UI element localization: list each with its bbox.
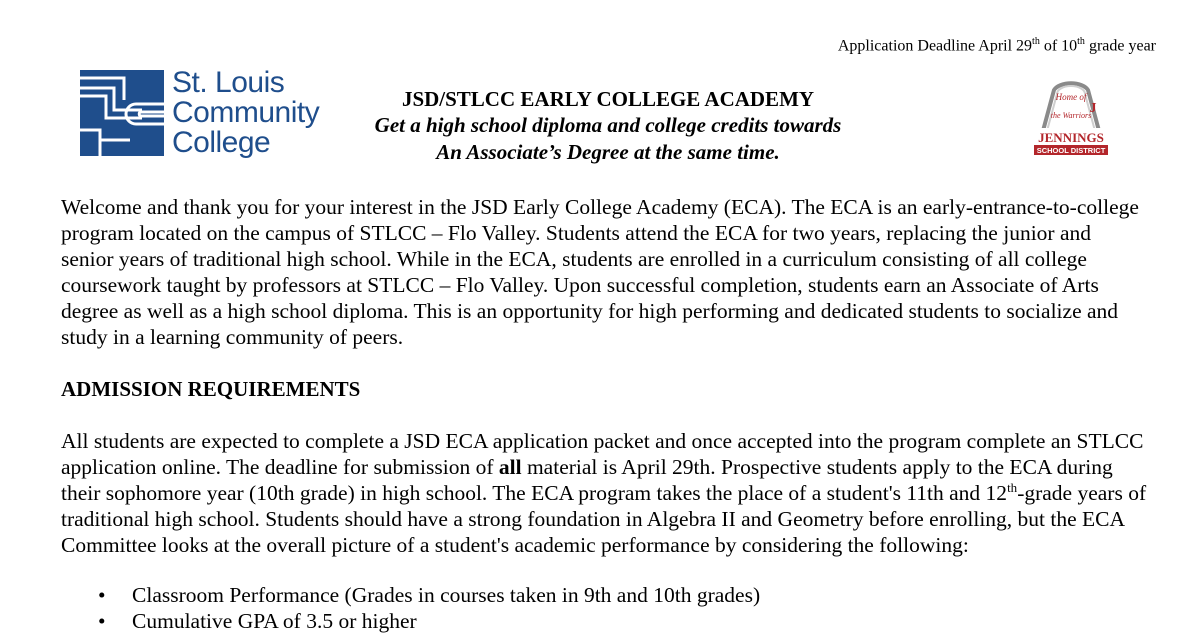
admission-heading: ADMISSION REQUIREMENTS: [61, 377, 361, 401]
jsd-logo-top-text: Home of: [1055, 92, 1087, 102]
list-item: • Cumulative GPA of 3.5 or higher: [98, 609, 417, 633]
jsd-logo-name: JENNINGS: [1038, 130, 1104, 145]
jsd-logo-letter: J: [1089, 101, 1097, 116]
jsd-logo-district: SCHOOL DISTRICT: [1036, 146, 1106, 155]
stlcc-line-1: St. Louis: [172, 66, 285, 99]
page-subtitle-line-1: Get a high school diploma and college credits towards: [374, 113, 842, 137]
jennings-school-district-logo: [1030, 80, 1112, 158]
bullet-icon: •: [98, 609, 106, 633]
page-subtitle-line-2: An Associate’s Degree at the same time.: [436, 140, 780, 164]
stlcc-logo-mark-icon: [80, 70, 164, 156]
stlcc-line-3: College: [172, 126, 271, 159]
stlcc-line-2: Community: [172, 96, 320, 129]
stlcc-wordmark: [172, 68, 319, 158]
emphasis-all: all: [498, 455, 522, 479]
intro-paragraph: [61, 194, 1146, 350]
list-item: • Classroom Performance (Grades in courses taken in 9th and 10th grades): [98, 583, 761, 607]
requirements-list: [61, 582, 1061, 634]
page-title: JSD/STLCC EARLY COLLEGE ACADEMY: [401, 87, 815, 111]
admission-paragraph: All students are expected to complete a JSD ECA application packet and once accepted into the program complete an STLCC application online. The deadline for submission of all material is April 29th. Prospective students apply to the ECA during their sophomore year (10th grade) in high school. The ECA program takes the place of a student's 11th and 12th-grade years of traditional high school. Students should have a strong foundation in Algebra II and Geometry before enrolling, but the ECA Committee looks at the overall picture of a student's academic performance by considering the following:: [61, 429, 1147, 557]
page-header: [300, 86, 916, 166]
bullet-icon: •: [98, 583, 106, 607]
jsd-logo-mid-text: the Warriors: [1050, 111, 1092, 120]
intro-text: Welcome and thank you for your interest in the JSD Early College Academy (ECA). The ECA is an early-entrance-to-college program located on the campus of STLCC – Flo Valley. Students attend the ECA for two years, replacing the junior and senior years of traditional high school. While in the ECA, students are enrolled in a curriculum consisting of all college coursework taught by professors at STLCC – Flo Valley. Upon successful completion, students earn an Associate of Arts degree as well as a high school diploma. This is an opportunity for high performing and dedicated students to socialize and study in a learning community of peers.: [61, 195, 1139, 349]
application-deadline: Application Deadline April 29th of 10th grade year: [837, 36, 1156, 55]
